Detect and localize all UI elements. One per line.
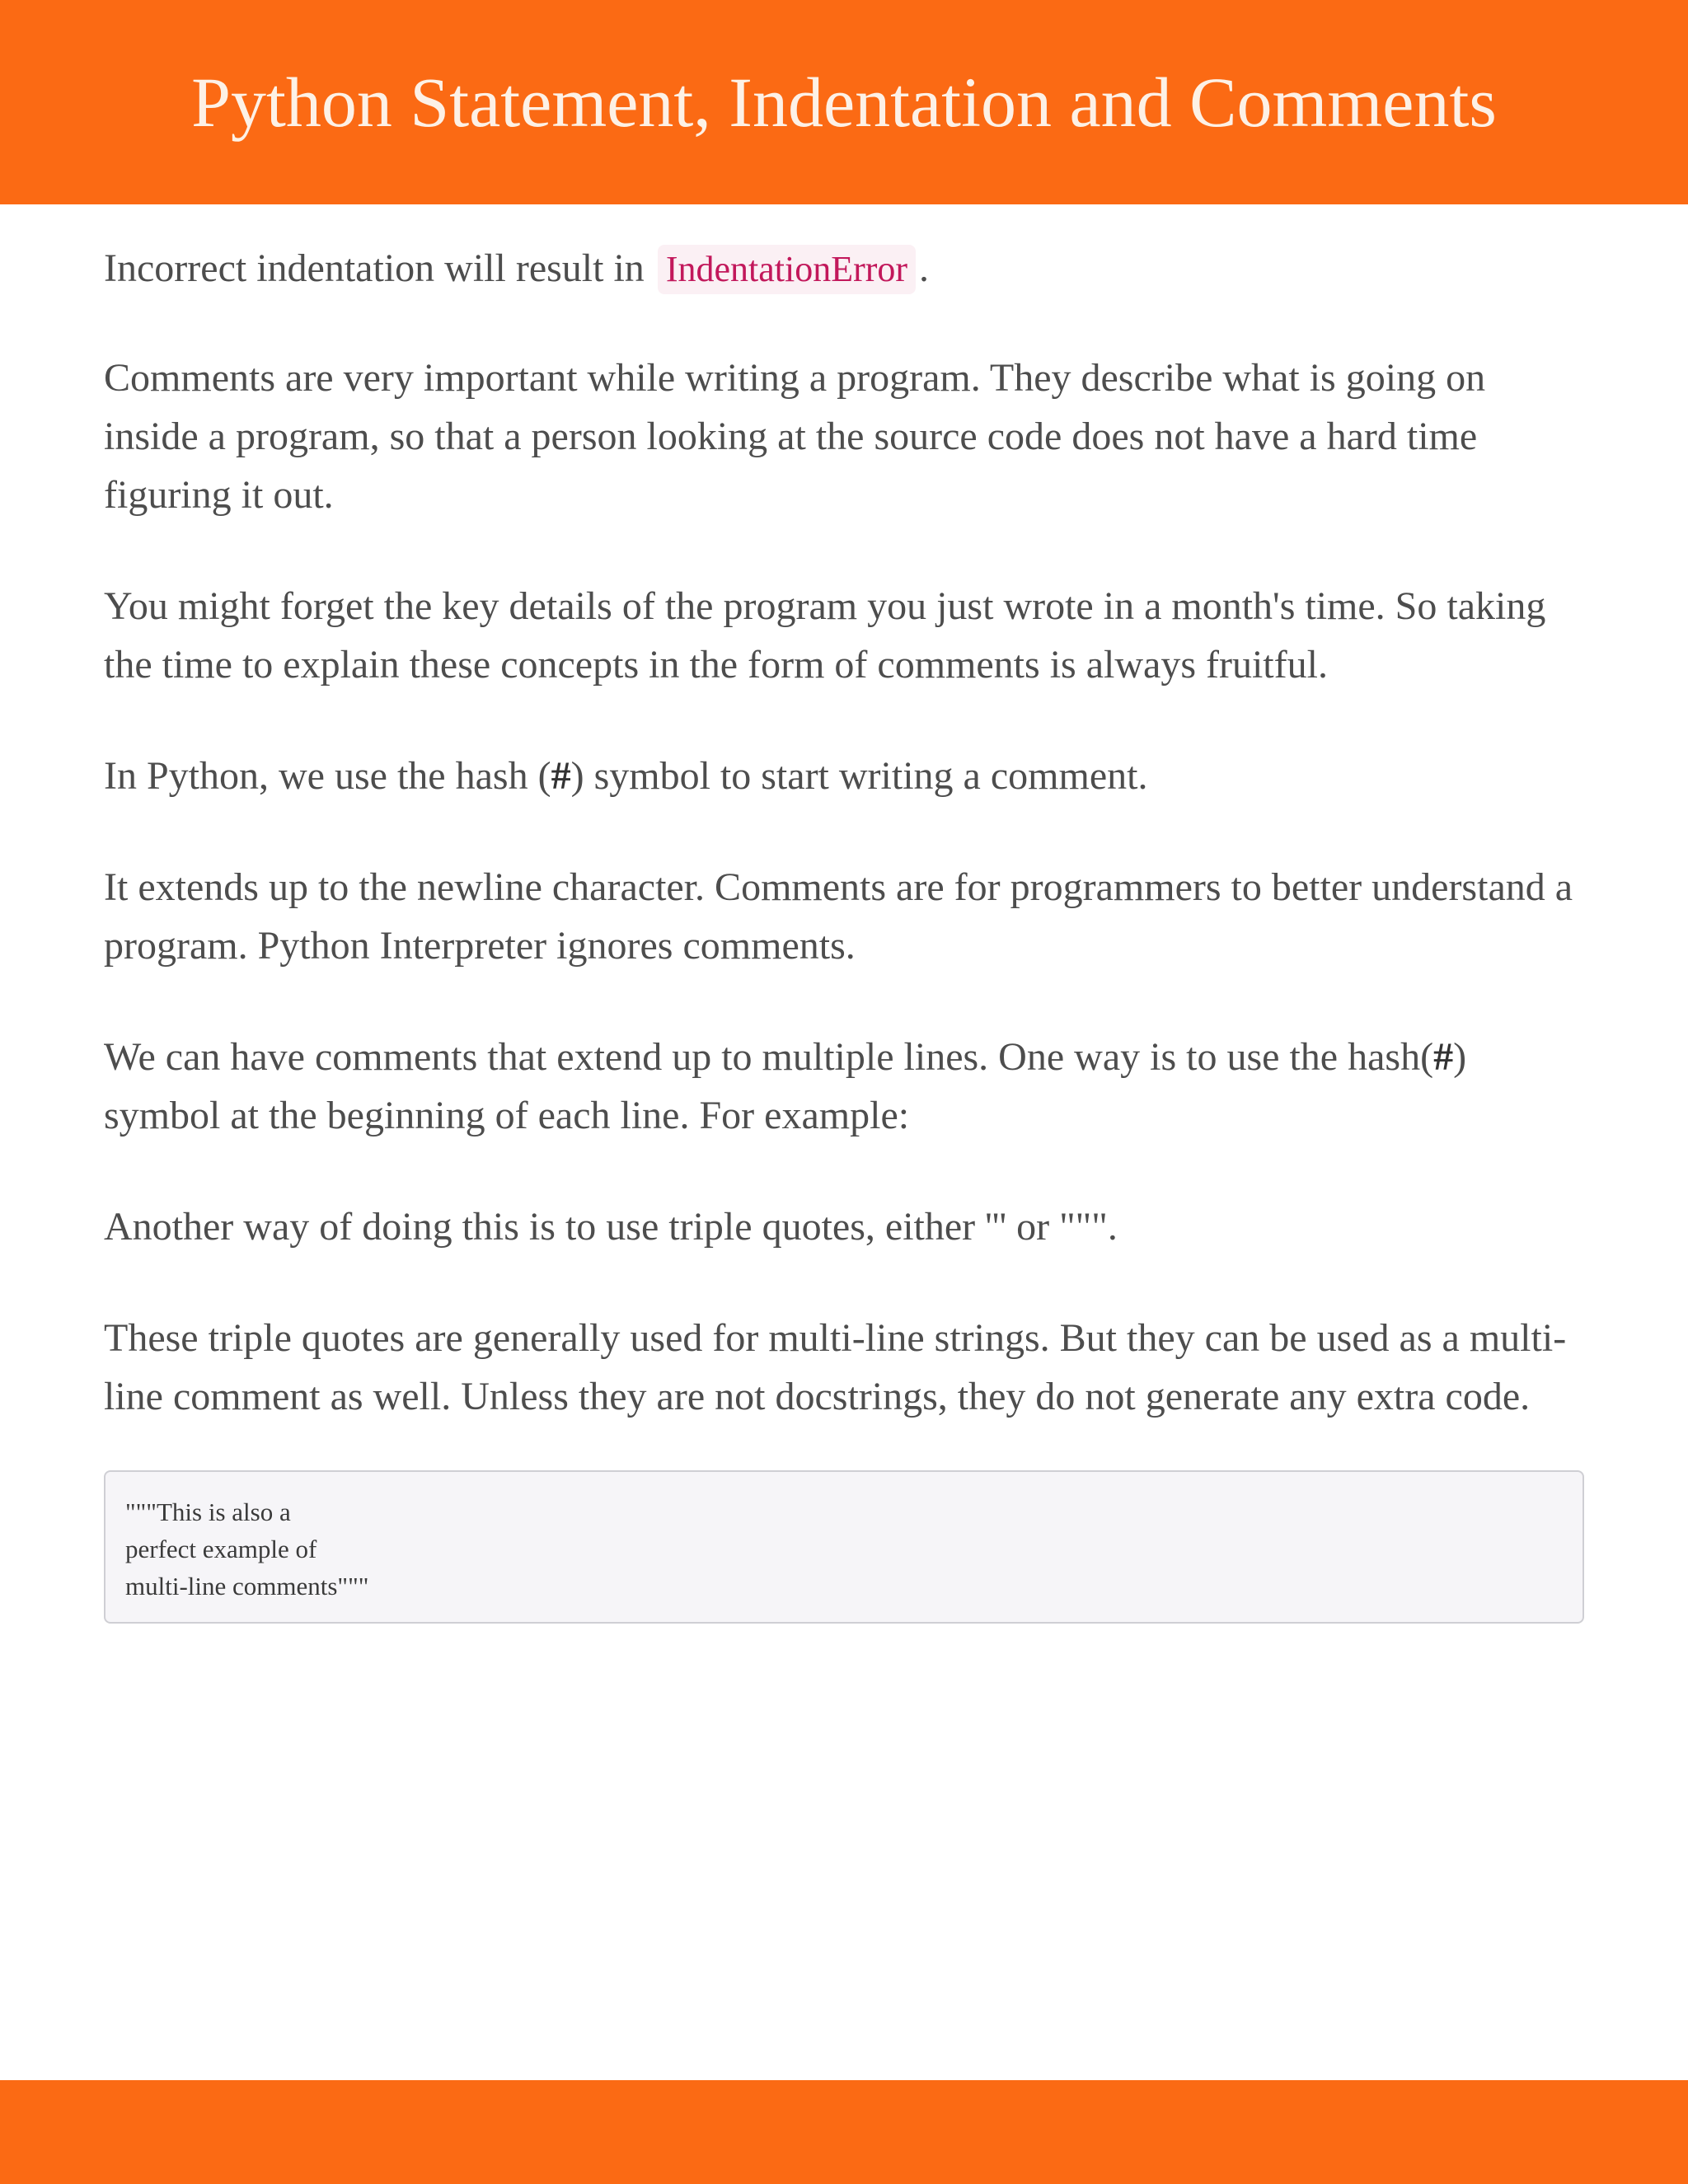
paragraph-newline: It extends up to the newline character. Comments are for programmers to better understand a program. Python Interpreter ignores comments. bbox=[104, 865, 1573, 968]
paragraph-forget-details: You might forget the key details of the program you just wrote in a month's time. So taking the time to explain these concepts in the form of comments is always fruitful. bbox=[104, 584, 1546, 687]
page-header bbox=[0, 0, 1688, 204]
hash-symbol: # bbox=[1433, 1035, 1454, 1079]
paragraph-text: We can have comments that extend up to multiple lines. One way is to use the hash( bbox=[104, 1035, 1434, 1079]
paragraph-indentation-error bbox=[104, 239, 1587, 298]
article-content bbox=[104, 239, 1587, 1479]
paragraph-text: ) symbol at the beginning of each line. For example: bbox=[104, 1035, 1467, 1137]
paragraph-text: Incorrect indentation will result in bbox=[104, 246, 645, 290]
paragraph-text: . bbox=[919, 246, 930, 290]
inline-code-indentation-error: IndentationError bbox=[658, 245, 916, 294]
paragraph-docstrings: These triple quotes are generally used for multi-line strings. But they can be used as a multi-line comment as well. Unless they are not docstrings, they do not generate any extra code. bbox=[104, 1316, 1567, 1418]
hash-symbol: # bbox=[551, 754, 571, 798]
paragraph-hash-symbol bbox=[104, 747, 1587, 805]
code-block bbox=[104, 1470, 1584, 1624]
paragraph-text: In Python, we use the hash ( bbox=[104, 754, 551, 798]
paragraph-text: ) symbol to start writing a comment. bbox=[570, 754, 1148, 798]
paragraph-comments-importance: Comments are very important while writing a program. They describe what is going on inside a program, so that a person looking at the source code does not have a hard time figuring it out. bbox=[104, 356, 1486, 517]
code-block-text: """This is also a perfect example of multi-line comments""" bbox=[125, 1497, 369, 1601]
page-title: Python Statement, Indentation and Comments bbox=[191, 63, 1497, 142]
paragraph-triple-quotes: Another way of doing this is to use triple quotes, either ''' or """. bbox=[104, 1205, 1118, 1249]
page-footer bbox=[0, 2080, 1688, 2184]
paragraph-multiline-hash bbox=[104, 1028, 1587, 1145]
